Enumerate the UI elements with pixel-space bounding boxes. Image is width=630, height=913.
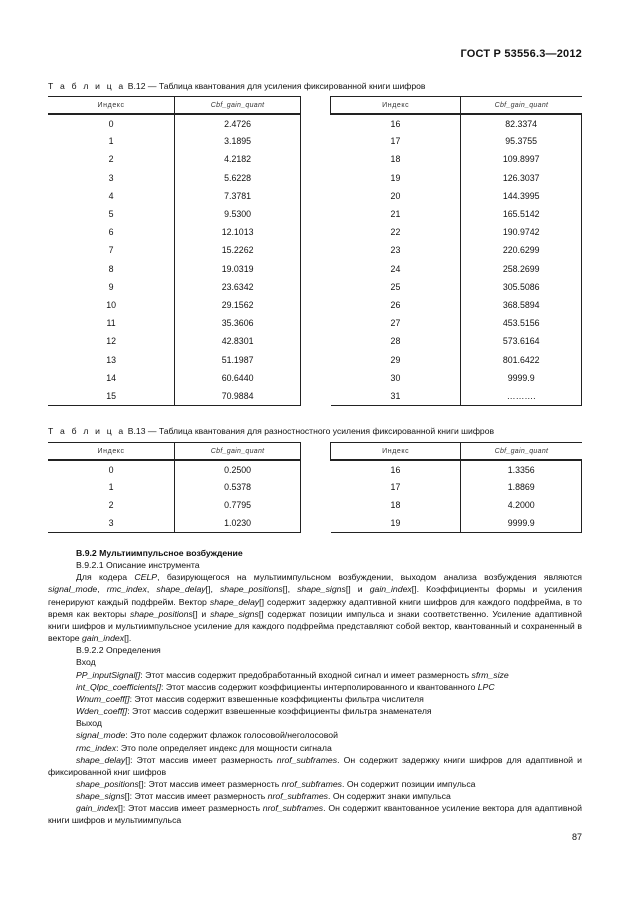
table-12-left xyxy=(48,96,301,406)
table-row xyxy=(331,169,582,187)
cell-value: 0.5378 xyxy=(175,478,301,496)
table-row xyxy=(48,278,301,296)
table-row xyxy=(48,478,301,496)
table-row xyxy=(331,387,582,405)
cell-value: 95.3755 xyxy=(461,132,582,150)
table-row xyxy=(331,460,582,478)
cell-value: 4.2182 xyxy=(175,150,301,168)
cell-value: 801.6422 xyxy=(461,350,582,368)
table-row xyxy=(331,260,582,278)
cell-value: 0.2500 xyxy=(175,460,301,478)
cell-index: 28 xyxy=(331,332,461,350)
cell-value: 5.6228 xyxy=(175,169,301,187)
col-header-index: Индекс xyxy=(48,443,175,461)
cell-index: 19 xyxy=(331,169,461,187)
col-header-index: Индекс xyxy=(331,97,461,115)
cell-index: 4 xyxy=(48,187,175,205)
col-header-index: Индекс xyxy=(48,97,175,115)
cell-index: 5 xyxy=(48,205,175,223)
table-row xyxy=(48,314,301,332)
col-header-value: Cbf_gain_quant xyxy=(175,443,301,461)
table-row xyxy=(48,205,301,223)
cell-index: 12 xyxy=(48,332,175,350)
cell-value: 15.2262 xyxy=(175,241,301,259)
table-row xyxy=(331,223,582,241)
cell-index: 19 xyxy=(331,515,461,533)
table-row xyxy=(48,223,301,241)
cell-value: 42.8301 xyxy=(175,332,301,350)
table-row xyxy=(48,369,301,387)
subsection-title: В.9.2.1 Описание инструмента xyxy=(76,560,200,571)
definition-item: rmc_index: Это поле определяет индекс для мощности сигнала xyxy=(76,742,332,753)
col-header-value: Cbf_gain_quant xyxy=(461,443,582,461)
cell-value: 4.2000 xyxy=(461,496,582,514)
table-row xyxy=(331,241,582,259)
cell-value: 23.6342 xyxy=(175,278,301,296)
table-12-caption-prefix: Т а б л и ц а xyxy=(48,81,126,91)
table-row xyxy=(48,241,301,259)
table-12-right xyxy=(330,96,582,406)
cell-index: 10 xyxy=(48,296,175,314)
cell-index: 3 xyxy=(48,515,175,533)
cell-index: 16 xyxy=(331,114,461,132)
cell-value: 258.2699 xyxy=(461,260,582,278)
cell-index: 15 xyxy=(48,387,175,405)
cell-value: 7.3781 xyxy=(175,187,301,205)
cell-index: 29 xyxy=(331,350,461,368)
cell-value: 9999.9 xyxy=(461,515,582,533)
cell-index: 3 xyxy=(48,169,175,187)
table-row xyxy=(331,132,582,150)
definition-item: signal_mode: Это поле содержит флажок голосовой/неголосовой xyxy=(76,730,338,741)
cell-value: 1.0230 xyxy=(175,515,301,533)
table-row xyxy=(48,332,301,350)
table-row xyxy=(48,187,301,205)
definition-item: shape_delay[]: Этот массив имеет размерность nrof_subframes. Он содержит задержку книги шифров для адаптивной и фиксированной книг шифров xyxy=(48,754,582,777)
cell-value: 1.8869 xyxy=(461,478,582,496)
cell-value: 0.7795 xyxy=(175,496,301,514)
cell-index: 8 xyxy=(48,260,175,278)
cell-index: 6 xyxy=(48,223,175,241)
definition-item: gain_index[]: Этот массив имеет размерность nrof_subframes. Он содержит квантованное усиление вектора для адаптивной книги шифров и мультиимпульса xyxy=(48,803,582,826)
cell-value: 70.9884 xyxy=(175,387,301,405)
cell-index: 22 xyxy=(331,223,461,241)
table-row xyxy=(48,515,301,533)
cell-value: 19.0319 xyxy=(175,260,301,278)
cell-index: 26 xyxy=(331,296,461,314)
table-row xyxy=(48,260,301,278)
cell-index: 18 xyxy=(331,150,461,168)
table-row xyxy=(48,296,301,314)
table-row xyxy=(48,150,301,168)
col-header-index: Индекс xyxy=(331,443,461,461)
cell-value: 305.5086 xyxy=(461,278,582,296)
subsection-title: В.9.2.2 Определения xyxy=(76,645,161,656)
cell-value: 190.9742 xyxy=(461,223,582,241)
cell-index: 18 xyxy=(331,496,461,514)
cell-index: 14 xyxy=(48,369,175,387)
cell-value: 109.8997 xyxy=(461,150,582,168)
cell-index: 0 xyxy=(48,460,175,478)
col-header-value: Cbf_gain_quant xyxy=(461,97,582,115)
document-header: ГОСТ Р 53556.3—2012 xyxy=(460,48,582,60)
cell-index: 17 xyxy=(331,132,461,150)
table-12-caption-text: В.12 — Таблица квантования для усиления фиксированной книги шифров xyxy=(125,81,426,91)
table-row xyxy=(331,332,582,350)
cell-value: 573.6164 xyxy=(461,332,582,350)
cell-value: 3.1895 xyxy=(175,132,301,150)
page-number: 87 xyxy=(571,832,582,842)
cell-index: 2 xyxy=(48,496,175,514)
cell-value: 9999.9 xyxy=(461,369,582,387)
cell-value: 60.6440 xyxy=(175,369,301,387)
table-13-right xyxy=(330,442,582,533)
cell-value: 144.3995 xyxy=(461,187,582,205)
definition-item: Wden_coeff[]: Этот массив содержит взвешенные коэффициенты фильтра знаменателя xyxy=(76,706,432,717)
cell-index: 21 xyxy=(331,205,461,223)
table-13-caption xyxy=(48,426,494,436)
cell-value: 453.5156 xyxy=(461,314,582,332)
definition-item: int_Qlpc_coefficients[]: Этот массив содержит коэффициенты интерполированного и квантованного LPC xyxy=(76,681,495,692)
table-row xyxy=(48,350,301,368)
cell-index: 31 xyxy=(331,387,461,405)
cell-value: 126.3037 xyxy=(461,169,582,187)
table-13-caption-prefix: Т а б л и ц а xyxy=(48,426,126,436)
cell-index: 11 xyxy=(48,314,175,332)
table-row xyxy=(331,205,582,223)
cell-value: 51.1987 xyxy=(175,350,301,368)
cell-index: 13 xyxy=(48,350,175,368)
definition-item: shape_positions[]: Этот массив имеет размерность nrof_subframes. Он содержит позиции импульса xyxy=(76,778,476,789)
cell-index: 1 xyxy=(48,478,175,496)
table-row xyxy=(331,478,582,496)
cell-index: 20 xyxy=(331,187,461,205)
cell-value: 1.3356 xyxy=(461,460,582,478)
cell-index: 17 xyxy=(331,478,461,496)
cell-index: 25 xyxy=(331,278,461,296)
table-row xyxy=(48,496,301,514)
table-13-caption-text: В.13 — Таблица квантования для разностностного усиления фиксированной книги шифров xyxy=(125,426,495,436)
col-header-value: Cbf_gain_quant xyxy=(175,97,301,115)
cell-value: 220.6299 xyxy=(461,241,582,259)
section-heading: В.9.2 Мультиимпульсное возбуждение xyxy=(76,548,243,558)
cell-index: 7 xyxy=(48,241,175,259)
cell-index: 9 xyxy=(48,278,175,296)
cell-value: 82.3374 xyxy=(461,114,582,132)
table-row xyxy=(331,150,582,168)
cell-index: 24 xyxy=(331,260,461,278)
cell-value: 368.5894 xyxy=(461,296,582,314)
cell-index: 16 xyxy=(331,460,461,478)
cell-index: 27 xyxy=(331,314,461,332)
table-row xyxy=(331,369,582,387)
table-12-caption xyxy=(48,81,426,91)
cell-value: 12.1013 xyxy=(175,223,301,241)
definition-item: shape_signs[]: Этот массив имеет размерность nrof_subframes. Он содержит знаки импульса xyxy=(76,791,451,802)
cell-value: 2.4726 xyxy=(175,114,301,132)
output-label: Выход xyxy=(76,718,102,729)
cell-value: 35.3606 xyxy=(175,314,301,332)
table-row xyxy=(331,296,582,314)
paragraph: Для кодера CELP, базирующегося на мультиимпульсном возбуждении, выходом анализа возбуждения являются signal_mode, rmc_index, shape_delay[], shape_positions[], shape_signs[] и gain_index[]. Коэффициенты формы и усиления генерируют каждый подфрейм. Вектор shape_delay[] содержит задержку адаптивной книги шифров для каждого подфрейма, в то время как векторы shape_positions[] и shape_signs[] содержат позиции импульса и знаки соответственно. Усиление адаптивной книги шифров и мультиимпульсное усиление для каждого подфрейма представляют собой вектор, квантованный и сохраненный в векторе gain_index[]. xyxy=(48,572,583,644)
definition-item: PP_inputSignal[]: Этот массив содержит предобработанный входной сигнал и имеет размерность sfrm_size xyxy=(76,669,509,680)
cell-value: 165.5142 xyxy=(461,205,582,223)
table-row xyxy=(331,314,582,332)
definition-item: Wnum_coeff[]: Этот массив содержит взвешенные коэффициенты фильтра числителя xyxy=(76,693,424,704)
cell-index: 1 xyxy=(48,132,175,150)
table-row xyxy=(331,515,582,533)
cell-value: ………. xyxy=(461,387,582,405)
table-13-left xyxy=(48,442,301,533)
table-row xyxy=(48,169,301,187)
table-row xyxy=(331,350,582,368)
table-row xyxy=(48,460,301,478)
table-row xyxy=(48,132,301,150)
cell-index: 30 xyxy=(331,369,461,387)
cell-index: 2 xyxy=(48,150,175,168)
cell-index: 0 xyxy=(48,114,175,132)
table-row xyxy=(331,114,582,132)
input-label: Вход xyxy=(76,657,96,668)
table-row xyxy=(48,387,301,405)
table-row xyxy=(331,278,582,296)
table-row xyxy=(48,114,301,132)
cell-index: 23 xyxy=(331,241,461,259)
table-row xyxy=(331,187,582,205)
cell-value: 9.5300 xyxy=(175,205,301,223)
body-text xyxy=(48,547,582,827)
table-row xyxy=(331,496,582,514)
cell-value: 29.1562 xyxy=(175,296,301,314)
